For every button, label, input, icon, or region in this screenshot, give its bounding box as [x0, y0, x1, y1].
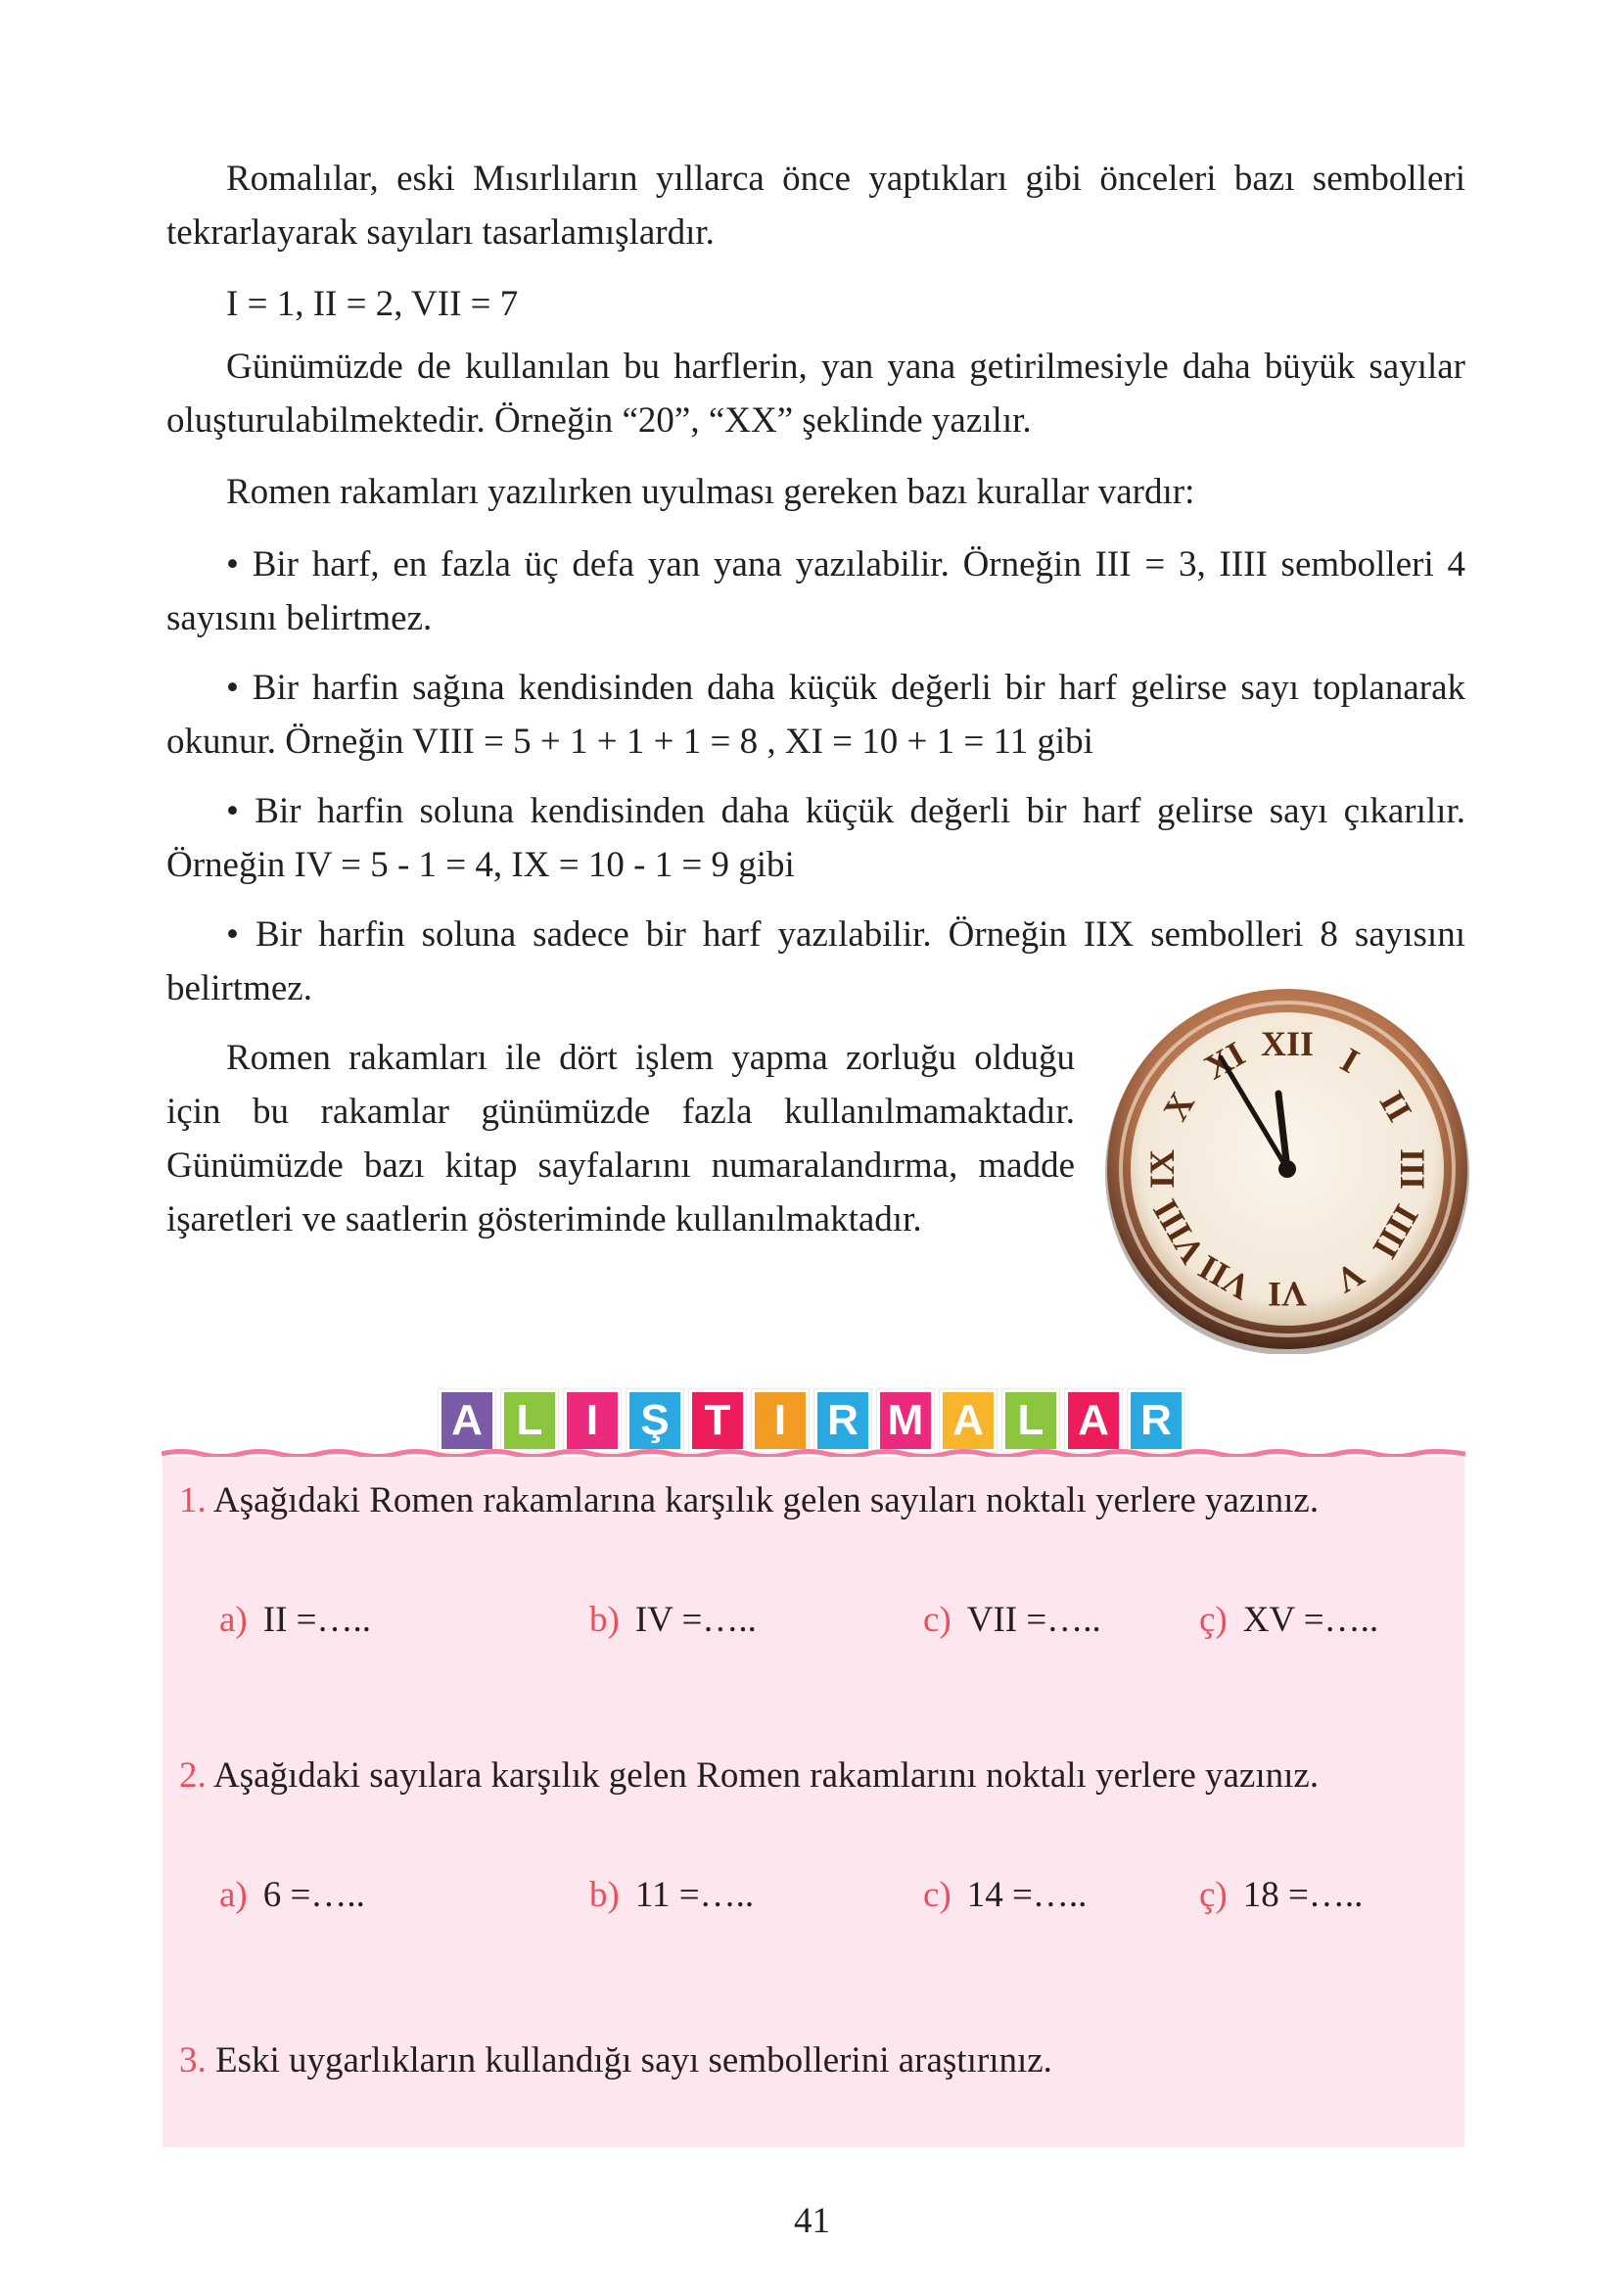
clock-numeral: II	[1371, 1084, 1420, 1129]
banner-letter-tile: T	[689, 1389, 746, 1452]
q1-answer-b[interactable]: b) IV =…..	[589, 1600, 757, 1640]
usage-paragraph: Romen rakamları ile dört işlem yapma zorluğu olduğu için bu rakamlar günümüzde fazla kullanılmamaktadır. Günümüzde bazı kitap sayfalarını numaralandırma, madde işaretleri ve saatlerin gösteriminde kullanılmaktadır.	[166, 1038, 1075, 1239]
exercises-banner	[439, 1389, 1184, 1450]
banner-letter-tile: L	[501, 1389, 558, 1452]
q2-answer-a[interactable]: a) 6 =…..	[219, 1875, 365, 1915]
clock-numeral: I	[1333, 1040, 1367, 1081]
banner-letter-tile: A	[940, 1389, 997, 1452]
clock-numeral: III	[1393, 1147, 1432, 1191]
question-2	[179, 1749, 1494, 1802]
roman-clock-image	[1102, 984, 1472, 1354]
q1-answer-a[interactable]: a) II =…..	[219, 1600, 372, 1640]
intro-paragraph: Romalılar, eski Mısırlıların yıllarca önce yaptıkları gibi önceleri bazı sembolleri tekrarlayarak sayıları tasarlamışlardır.	[166, 159, 1465, 253]
clock-numeral: VI	[1267, 1275, 1308, 1314]
banner-letter-tile: A	[439, 1389, 495, 1452]
banner-letter-tile: I	[752, 1389, 809, 1452]
banner-letter-tile: R	[814, 1389, 871, 1452]
q2-answer-c[interactable]: c) 14 =…..	[923, 1875, 1088, 1915]
rule-3: • Bir harfin soluna kendisinden daha küçük değerli bir harf gelirse sayı çıkarılır. Örneğin IV = 5 - 1 = 4, IX = 10 - 1 = 9 gibi	[166, 791, 1465, 885]
clock-numeral: X	[1155, 1085, 1202, 1128]
q1-answer-d[interactable]: ç) XV =…..	[1199, 1600, 1379, 1640]
clock-numeral: IX	[1142, 1148, 1182, 1190]
question-3-text: Eski uygarlıkların kullandığı sayı sembollerini araştırınız.	[215, 2040, 1052, 2081]
question-3-number: 3.	[179, 2040, 207, 2081]
clock-center-pin	[1278, 1160, 1296, 1178]
page-number: 41	[794, 2201, 830, 2241]
question-1	[179, 1473, 1494, 1527]
banner-letter-tile: L	[1002, 1389, 1059, 1452]
rule-2: • Bir harfin sağına kendisinden daha küçük değerli bir harf gelirse sayı toplanarak okunur. Örneğin VIII = 5 + 1 + 1 + 1 = 8 , XI = 10 + 1 = 11 gibi	[166, 668, 1465, 762]
question-1-number: 1.	[179, 1480, 207, 1520]
clock-numeral: VII	[1191, 1247, 1258, 1308]
clock-numeral: XII	[1260, 1024, 1315, 1063]
q2-answer-d[interactable]: ç) 18 =…..	[1199, 1875, 1364, 1915]
rule-4: • Bir harfin soluna sadece bir harf yazılabilir. Örneğin IIX sembolleri 8 sayısını belirtmez.	[166, 914, 1465, 1008]
roman-examples: I = 1, II = 2, VII = 7	[226, 284, 519, 324]
clock-numeral: IIII	[1365, 1197, 1427, 1266]
banner-letter-tile: I	[564, 1389, 621, 1452]
clock-numeral: VIII	[1144, 1192, 1213, 1271]
combination-paragraph: Günümüzde de kullanılan bu harflerin, yan yana getirilmesiyle daha büyük sayılar oluşturulabilmektedir. Örneğin “20”, “XX” şeklinde yazılır.	[166, 347, 1465, 441]
rules-intro: Romen rakamları yazılırken uyulması gereken bazı kurallar vardır:	[226, 472, 1195, 512]
question-1-text: Aşağıdaki Romen rakamlarına karşılık gelen sayıları noktalı yerlere yazınız.	[212, 1480, 1320, 1520]
question-2-number: 2.	[179, 1755, 207, 1796]
q2-answer-b[interactable]: b) 11 =…..	[589, 1875, 755, 1915]
clock-numeral: V	[1328, 1254, 1371, 1301]
question-3	[179, 2034, 1494, 2087]
q1-answer-c[interactable]: c) VII =…..	[923, 1600, 1101, 1640]
banner-letter-tile: M	[877, 1389, 934, 1452]
question-2-text: Aşağıdaki sayılara karşılık gelen Romen rakamlarını noktalı yerlere yazınız.	[212, 1755, 1320, 1796]
banner-letter-tile: A	[1065, 1389, 1122, 1452]
banner-letter-tile: Ş	[626, 1389, 683, 1452]
rule-1: • Bir harf, en fazla üç defa yan yana yazılabilir. Örneğin III = 3, IIII sembolleri 4 sayısını belirtmez.	[166, 544, 1465, 638]
banner-letter-tile: R	[1128, 1389, 1184, 1452]
